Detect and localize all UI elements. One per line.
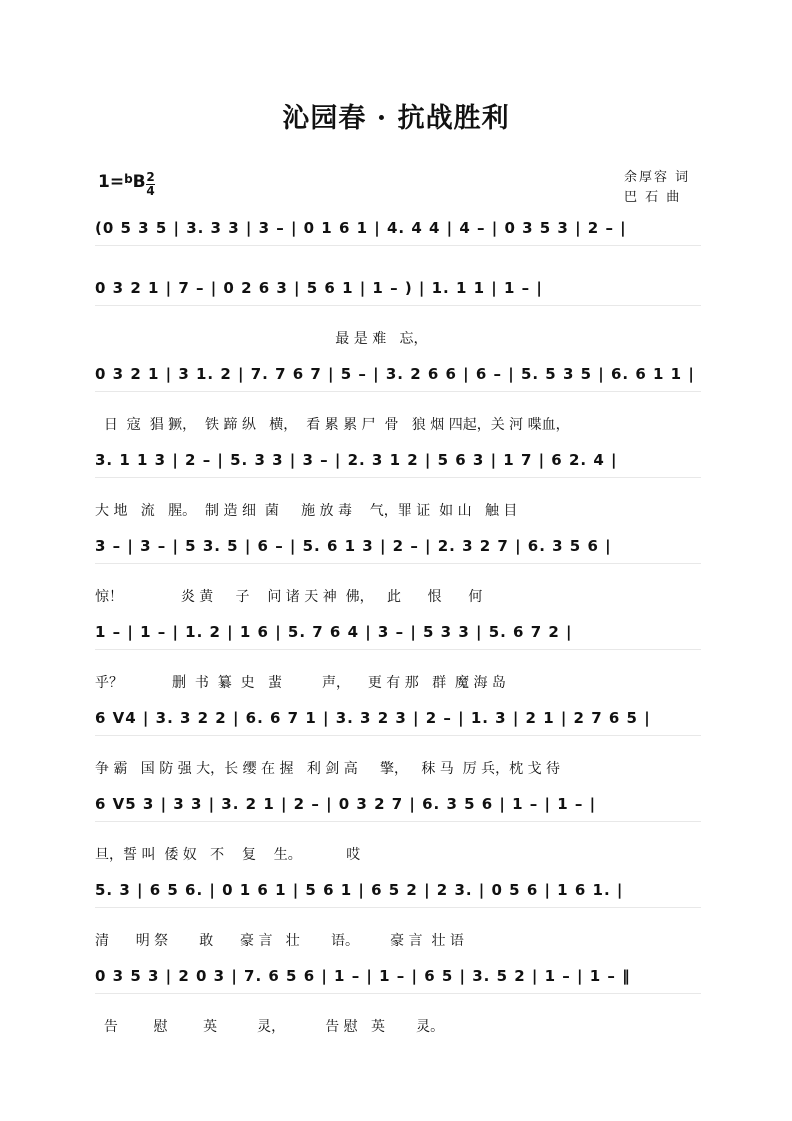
divider bbox=[95, 245, 701, 246]
lyrics-row: 清 明 祭 敢 豪 言 壮 语。 豪 言 壮 语 bbox=[95, 933, 464, 949]
song-title: 沁园春 · 抗战胜利 bbox=[282, 103, 510, 134]
score-line-6 bbox=[95, 614, 707, 698]
notation-row: 5. 3 | 6 5 6. | 0 1 6 1 | 5 6 1 | 6 5 2 | 2 3. | 0 5 6 | 1 6 1. | bbox=[95, 881, 624, 899]
divider bbox=[95, 993, 701, 994]
key-note: B bbox=[132, 172, 146, 192]
lyrics-row: 惊！ 炎 黄 子 问 诸 天 神 佛， 此 恨 何 bbox=[95, 589, 483, 605]
divider bbox=[95, 821, 701, 822]
score-line-7 bbox=[95, 700, 707, 784]
meter-top: 2 bbox=[146, 170, 155, 184]
lyrics-row: 最 是 难 忘， bbox=[95, 331, 428, 347]
lyricist-credit: 余厚容 词 bbox=[624, 170, 691, 185]
notation-row: 0 3 2 1 | 7 – | 0 2 6 3 | 5 6 1 | 1 – ) | 1. 1 1 | 1 – | bbox=[95, 279, 543, 297]
lyrics-row: 告 慰 英 灵， 告 慰 英 灵。 bbox=[95, 1019, 445, 1035]
lyrics-row: 旦，誓 叫 倭 奴 不 复 生。 哎 bbox=[95, 847, 361, 863]
notation-row: 3 – | 3 – | 5 3. 5 | 6 – | 5. 6 1 3 | 2 – | 2. 3 2 7 | 6. 3 5 6 | bbox=[95, 537, 612, 555]
score-line-2 bbox=[95, 270, 707, 354]
notation-row: 0 3 5 3 | 2 0 3 | 7. 6 5 6 | 1 – | 1 – | 6 5 | 3. 5 2 | 1 – | 1 – ‖ bbox=[95, 967, 631, 985]
lyrics-row: 乎？ 删 书 纂 史 蜚 声， 更 有 那 群 魔 海 岛 bbox=[95, 675, 506, 691]
lyrics-row: 争 霸 国 防 强 大，长 缨 在 握 利 剑 高 擎， 秣 马 厉 兵，枕 戈 待 bbox=[95, 761, 561, 777]
key-prefix: 1= bbox=[98, 172, 125, 192]
lyrics-row: 日 寇 猖 獗， 铁 蹄 纵 横， 看 累 累 尸 骨 狼 烟 四起，关 河 喋血， bbox=[95, 417, 570, 433]
divider bbox=[95, 305, 701, 306]
meter-bottom: 4 bbox=[146, 184, 155, 198]
notation-row: 1 – | 1 – | 1. 2 | 1 6 | 5. 7 6 4 | 3 – | 5 3 3 | 5. 6 7 2 | bbox=[95, 623, 573, 641]
flat-sign: b bbox=[124, 172, 133, 186]
score-line-5 bbox=[95, 528, 707, 612]
notation-row: 6 V5 3 | 3 3 | 3. 2 1 | 2 – | 0 3 2 7 | 6. 3 5 6 | 1 – | 1 – | bbox=[95, 795, 597, 813]
notation-row: 0 3 2 1 | 3 1. 2 | 7. 7 6 7 | 5 – | 3. 2 6 6 | 6 – | 5. 5 3 5 | 6. 6 1 1 | bbox=[95, 365, 695, 383]
key-signature bbox=[98, 172, 146, 192]
divider bbox=[95, 391, 701, 392]
score-line-8 bbox=[95, 786, 707, 870]
score-line-4 bbox=[95, 442, 707, 526]
composer-credit: 巴 石 曲 bbox=[624, 190, 682, 205]
divider bbox=[95, 649, 701, 650]
score-line-9 bbox=[95, 872, 707, 956]
notation-row: 3. 1 1 3 | 2 – | 5. 3 3 | 3 – | 2. 3 1 2 | 5 6 3 | 1 7 | 6 2. 4 | bbox=[95, 451, 618, 469]
divider bbox=[95, 735, 701, 736]
time-signature bbox=[146, 172, 155, 197]
divider bbox=[95, 907, 701, 908]
divider bbox=[95, 563, 701, 564]
score-line-3 bbox=[95, 356, 707, 440]
lyrics-row: 大 地 流 腥。 制 造 细 菌 施 放 毒 气，罪 证 如 山 触 目 bbox=[95, 503, 518, 519]
notation-row: (0 5 3 5 | 3. 3 3 | 3 – | 0 1 6 1 | 4. 4 4 | 4 – | 0 3 5 3 | 2 – | bbox=[95, 219, 627, 237]
score-line-10 bbox=[95, 958, 707, 1042]
notation-row: 6 V4 | 3. 3 2 2 | 6. 6 7 1 | 3. 3 2 3 | 2 – | 1. 3 | 2 1 | 2 7 6 5 | bbox=[95, 709, 651, 727]
divider bbox=[95, 477, 701, 478]
